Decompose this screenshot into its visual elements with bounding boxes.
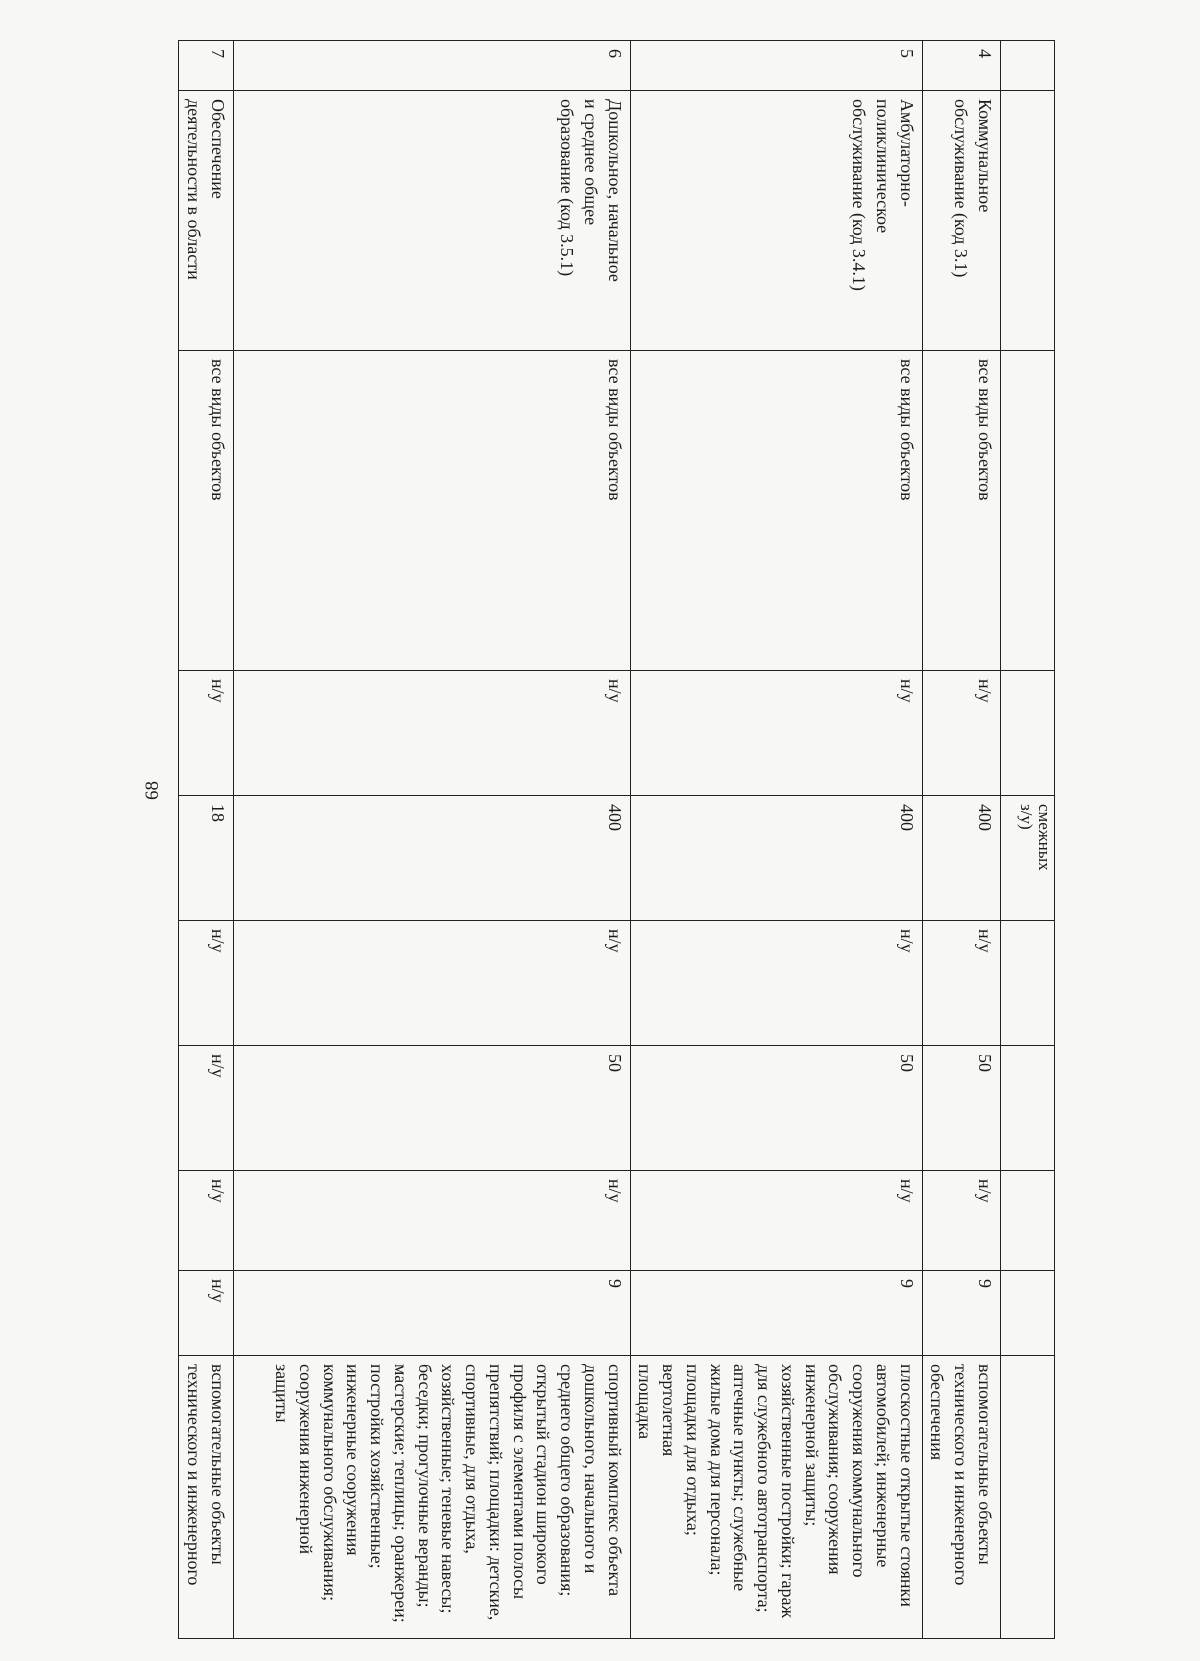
header-cell <box>1001 91 1055 351</box>
param-cell: н/у <box>233 671 630 796</box>
header-cell <box>1001 671 1055 796</box>
param-cell: н/у <box>179 671 234 796</box>
header-cell <box>1001 921 1055 1046</box>
table-row <box>630 41 922 1639</box>
row-number: 6 <box>233 41 630 91</box>
table-row <box>233 41 630 1639</box>
param-cell: 50 <box>922 1046 1000 1171</box>
param-cell: 9 <box>922 1271 1000 1356</box>
param-cell: 9 <box>630 1271 922 1356</box>
param-cell: н/у <box>922 1171 1000 1271</box>
header-cell <box>1001 1046 1055 1171</box>
param-cell: 9 <box>233 1271 630 1356</box>
auxiliary-uses: вспомогательные объекты технического и инженерного обеспечения <box>922 1356 1000 1639</box>
table-row <box>922 41 1000 1639</box>
header-cell <box>1001 1271 1055 1356</box>
param-cell: н/у <box>630 1171 922 1271</box>
table-row <box>179 41 234 1639</box>
use-type: Коммунальное обслуживание (код 3.1) <box>922 91 1000 351</box>
param-cell: 18 <box>179 796 234 921</box>
param-cell: н/у <box>233 921 630 1046</box>
param-cell: 400 <box>233 796 630 921</box>
header-cell <box>1001 351 1055 671</box>
header-cell <box>1001 1356 1055 1639</box>
row-number: 4 <box>922 41 1000 91</box>
header-cell <box>1001 1171 1055 1271</box>
param-cell: н/у <box>179 921 234 1046</box>
param-cell: н/у <box>179 1171 234 1271</box>
page-number: 68 <box>142 781 163 800</box>
auxiliary-uses: спортивный комплекс объекта дошкольного, начального и среднего общего образования; открытый стадион широкого профиля с элементами полосы препятствий; площадки: детские, спортивные, для отдыха, хозяйственные; теневые навесы; беседки; прогулочные веранды; мастерские; теплицы; оранжереи; постройки хозяйственные; инженерные сооружения коммунального обслуживания; сооружения инженерной защиты <box>233 1356 630 1639</box>
param-cell: н/у <box>179 1046 234 1171</box>
param-cell: 50 <box>233 1046 630 1171</box>
param-cell: н/у <box>922 671 1000 796</box>
object-types: все виды объектов <box>179 351 234 671</box>
use-type: Дошкольное, начальное и среднее общее образование (код 3.5.1) <box>233 91 630 351</box>
row-number: 5 <box>630 41 922 91</box>
auxiliary-uses: плоскостные открытые стоянки автомобилей; инженерные сооружения коммунального обслуживания; сооружения инженерной защиты; хозяйственные постройки; гараж для служебного автотранспорта; аптечные пункты; служебные жилые дома для персонала; площадки для отдыха; вертолетная площадка <box>630 1356 922 1639</box>
row-number: 7 <box>179 41 234 91</box>
param-cell: н/у <box>630 671 922 796</box>
header-row <box>1001 41 1055 1639</box>
auxiliary-uses: вспомогательные объекты технического и инженерного <box>179 1356 234 1639</box>
param-cell: н/у <box>630 921 922 1046</box>
header-cell: смежных з/у) <box>1001 796 1055 921</box>
land-use-table <box>178 40 1055 1639</box>
use-type: Обеспечение деятельности в области <box>179 91 234 351</box>
param-cell: 400 <box>630 796 922 921</box>
param-cell: н/у <box>233 1171 630 1271</box>
object-types: все виды объектов <box>922 351 1000 671</box>
header-cell <box>1001 41 1055 91</box>
object-types: все виды объектов <box>630 351 922 671</box>
object-types: все виды объектов <box>233 351 630 671</box>
param-cell: 400 <box>922 796 1000 921</box>
rotated-table-container <box>181 40 1055 1638</box>
use-type: Амбулаторно- поликлиническое обслуживание (код 3.4.1) <box>630 91 922 351</box>
param-cell: н/у <box>922 921 1000 1046</box>
param-cell: н/у <box>179 1271 234 1356</box>
param-cell: 50 <box>630 1046 922 1171</box>
